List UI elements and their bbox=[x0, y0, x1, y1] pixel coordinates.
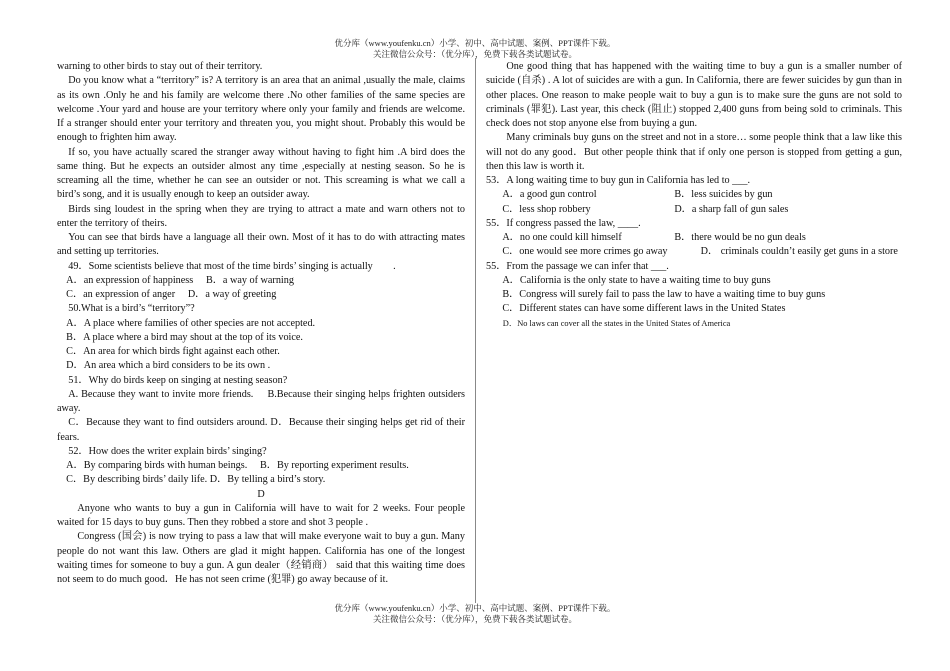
question-52-options-cd: C．By describing birds’ daily life. D．By telling a bird’s story. bbox=[66, 474, 326, 486]
question-55-first: 55．If congress passed the law, ____. bbox=[486, 217, 641, 229]
passage-paragraph: Congress (国会) is now trying to pass a law that will make everyone wait to buy a gun. Many people do not want this law. Others are glad it might happen. California has one of the longest waiting times for someone to buy a gun. A gun dealer（经销商） said that this waiting time does not seem to do much good．He has not seen crime (犯罪) go away because of it. bbox=[57, 531, 465, 585]
page-header bbox=[0, 38, 950, 60]
question-50-option-c: C．An area for which birds fight against each other. bbox=[66, 346, 280, 357]
question-53: 53．A long waiting time to buy gun in California has led to ___. bbox=[486, 175, 750, 186]
column-divider bbox=[475, 58, 476, 603]
question-55-first-option-b: B．there would be no gun deals bbox=[674, 232, 806, 243]
left-column bbox=[57, 60, 465, 587]
question-53-option-d: D．a sharp fall of gun sales bbox=[674, 203, 789, 215]
header-line-2: 关注微信公众号：（优分库），免费下载各类试题试卷。 bbox=[372, 49, 577, 59]
question-55-second-option-c: C．Different states can have some different laws in the United States bbox=[502, 303, 786, 315]
question-49: 49．Some scientists believe that most of the time birds’ singing is actually . bbox=[68, 260, 396, 272]
passage-paragraph: If so, you have actually scared the stranger away without having to fight him .A bird does the same thing. But he expects an outsider almost any time ,especially at nesting season. So he is screaming all the time, whether he can see an outsider or not. This screaming is what we call a bird’s song, and it is usually enough to keep an outsider away. bbox=[57, 146, 465, 201]
question-53-option-b: B．less suicides by gun bbox=[674, 189, 773, 201]
question-55-second-option-d: D．No laws can cover all the states in the United States of America bbox=[502, 318, 731, 328]
question-49-options-ab: A．an expression of happiness B．a way of warning bbox=[66, 274, 294, 286]
passage-paragraph: warning to other birds to stay out of their territory. bbox=[57, 61, 263, 72]
question-55-second: 55．From the passage we can infer that ___. bbox=[486, 260, 669, 272]
question-55-first-option-a: A．no one could kill himself bbox=[502, 232, 622, 243]
question-52-options-ab: A．By comparing birds with human beings. B．By reporting experiment results. bbox=[66, 460, 409, 471]
question-53-options-cd bbox=[486, 203, 902, 217]
passage-paragraph: You can see that birds have a language all their own. Most of it has to do with attracting mates and setting up territories. bbox=[57, 232, 465, 258]
question-51-options-ab: A. Because they want to invite more friends. B.Because their singing helps frighten outsiders away. bbox=[57, 388, 465, 414]
question-51-options-cd: C．Because they want to find outsiders around. D．Because their singing helps get rid of their fears. bbox=[57, 417, 465, 443]
question-53-option-a: A．a good gun control bbox=[502, 189, 597, 201]
passage-paragraph: Many criminals buy guns on the street and not in a store… some people think that a law like this will not do any good．But other people think that if only one person is stopped from getting a gun, then this law is worth it. bbox=[486, 132, 902, 172]
question-53-options-ab bbox=[486, 188, 902, 202]
passage-paragraph: Do you know what a “territory” is? A territory is an area that an animal ,usually the male, claims as its own .Only he and his family are welcome there .No other families of the same species are welcome .Your yard and house are your territory where only your family and friends are welcome. If a stranger should enter your territory and threaten you, you might shout. Probably this would be enough to frighten him away. bbox=[57, 75, 465, 144]
question-50: 50.What is a bird’s “territory”? bbox=[68, 303, 195, 315]
footer-line-1: 优分库（www.youfenku.cn）小学、初中、高中试题、案例、PPT课件下载。 bbox=[334, 603, 616, 613]
passage-paragraph: One good thing that has happened with the waiting time to buy a gun is a smaller number of suicide (自杀) . A lot of suicides are with a gun. In California, there are fewer suicides by gun than in other places. One reason to make people wait to buy a gun is to make sure the guns are not sold to criminals (罪犯). Last year, this check (阻止) stopped 2,400 guns from being sold to criminals. This check does not stop anyone else from buying a gun. bbox=[486, 61, 902, 129]
question-55-second-option-a: A．California is the only state to have a waiting time to buy guns bbox=[502, 274, 771, 286]
passage-paragraph: Anyone who wants to buy a gun in California will have to wait for 2 weeks. Four people waited for 15 days to buy guns. Then they robbed a store and shot 3 people . bbox=[57, 502, 465, 528]
question-50-option-b: B．A place where a bird may shout at the top of its voice. bbox=[66, 331, 303, 343]
page-footer bbox=[0, 603, 950, 625]
question-55-first-options-ab bbox=[486, 231, 902, 245]
passage-paragraph: Birds sing loudest in the spring when they are trying to attract a mate and warn others not to enter the territory of theirs. bbox=[57, 203, 465, 229]
footer-line-2: 关注微信公众号：（优分库），免费下载各类试题试卷。 bbox=[372, 614, 577, 624]
header-line-1: 优分库（www.youfenku.cn）小学、初中、高中试题、案例、PPT课件下载。 bbox=[334, 38, 616, 48]
question-55-second-option-b: B．Congress will surely fail to pass the law to have a waiting time to buy guns bbox=[502, 289, 826, 300]
section-heading-d: D bbox=[257, 488, 265, 500]
question-53-option-c: C．less shop robbery bbox=[502, 203, 591, 215]
question-55-first-options-cd: C．one would see more crimes go away D． criminals couldn’t easily get guns in a store bbox=[502, 246, 898, 258]
question-50-option-a: A．A place where families of other species are not accepted. bbox=[66, 317, 316, 329]
question-49-options-cd: C．an expression of anger D．a way of greeting bbox=[66, 289, 277, 300]
right-column bbox=[486, 60, 902, 331]
question-52: 52．How does the writer explain birds’ singing? bbox=[68, 445, 267, 457]
question-50-option-d: D．An area which a bird considers to be its own . bbox=[66, 360, 271, 372]
question-51: 51．Why do birds keep on singing at nesting season? bbox=[68, 374, 288, 386]
